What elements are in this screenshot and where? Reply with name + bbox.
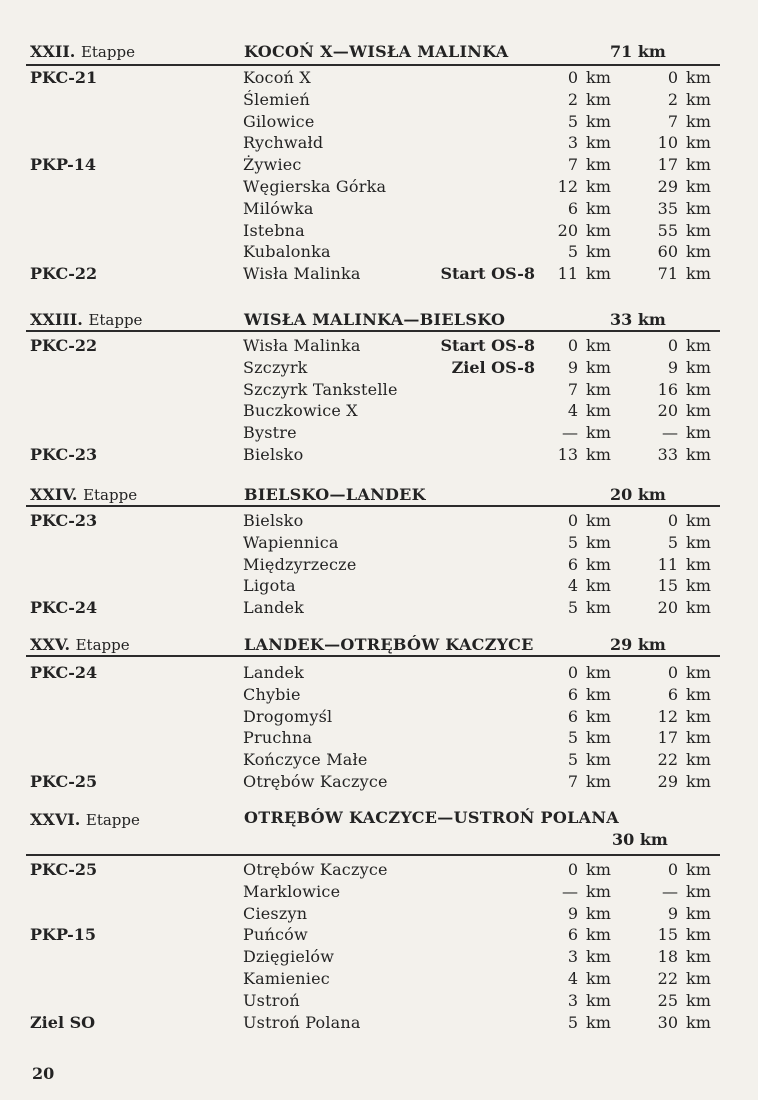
place-name: Kończyce Małe: [243, 750, 368, 770]
place-name: Wisła Malinka: [243, 336, 361, 355]
stage-header: [0, 38, 758, 64]
cumulative-unit: km: [686, 379, 711, 399]
segment-unit: km: [586, 860, 611, 879]
cumulative-unit: km: [686, 68, 711, 87]
cumulative-unit: km: [686, 881, 711, 901]
segment-distance: 9: [567, 357, 578, 377]
route-row: [0, 533, 758, 555]
segment-unit: km: [586, 357, 611, 377]
place-name: Landek: [243, 663, 305, 682]
stage-number: XXV.: [30, 635, 71, 654]
stage-divider: [26, 655, 720, 657]
cumulative-distance: —: [662, 881, 678, 901]
place-name: Otrębów Kaczyce: [243, 860, 388, 879]
segment-distance: 0: [567, 336, 578, 355]
cumulative-unit: km: [686, 423, 711, 443]
cumulative-unit: km: [686, 598, 711, 618]
place-name: Szczyrk: [243, 357, 308, 377]
segment-unit: km: [586, 423, 611, 443]
checkpoint-code: PKC-22: [30, 336, 98, 355]
segment-unit: km: [586, 750, 611, 770]
segment-distance: 5: [567, 1012, 578, 1032]
cumulative-unit: km: [686, 177, 711, 196]
cumulative-unit: km: [686, 133, 711, 153]
stage-note: Start OS-8: [440, 264, 535, 284]
stage-divider: [26, 505, 720, 507]
cumulative-distance: 71: [657, 264, 678, 284]
segment-unit: km: [586, 554, 611, 574]
cumulative-unit: km: [686, 264, 711, 284]
checkpoint-code: PKP-15: [30, 925, 96, 945]
cumulative-distance: 12: [657, 706, 678, 726]
cumulative-unit: km: [686, 663, 711, 682]
stage-route-title: BIELSKO—LANDEK: [244, 485, 426, 504]
segment-unit: km: [586, 379, 611, 399]
segment-distance: 7: [567, 155, 578, 175]
route-row: [0, 112, 758, 134]
stage-label: [30, 310, 142, 329]
cumulative-distance: 0: [667, 511, 678, 530]
segment-distance: 0: [567, 663, 578, 682]
segment-unit: km: [586, 133, 611, 153]
stage-word: Etappe: [80, 43, 135, 61]
segment-distance: 5: [567, 532, 578, 552]
route-row: [0, 358, 758, 380]
cumulative-unit: km: [686, 554, 711, 574]
segment-unit: km: [586, 598, 611, 618]
route-row: [0, 336, 758, 358]
cumulative-unit: km: [686, 903, 711, 923]
stage-label: [30, 635, 130, 654]
segment-unit: km: [586, 772, 611, 791]
cumulative-unit: km: [686, 1012, 711, 1032]
cumulative-distance: 29: [657, 772, 678, 791]
route-row: [0, 728, 758, 750]
cumulative-unit: km: [686, 357, 711, 377]
route-row: [0, 663, 758, 685]
segment-unit: km: [586, 925, 611, 945]
segment-unit: km: [586, 198, 611, 218]
cumulative-distance: 15: [657, 576, 678, 596]
segment-distance: 6: [567, 706, 578, 726]
stage-route-title: LANDEK—OTRĘBÓW KACZYCE: [244, 635, 534, 654]
cumulative-distance: 33: [657, 445, 678, 464]
route-row: [0, 90, 758, 112]
segment-distance: 5: [567, 728, 578, 748]
cumulative-distance: 6: [667, 684, 678, 704]
stage-number: XXII.: [30, 42, 76, 61]
stage-divider: [26, 330, 720, 332]
route-row: [0, 707, 758, 729]
segment-distance: 0: [567, 511, 578, 530]
cumulative-distance: 2: [667, 89, 678, 109]
place-name: Bystre: [243, 423, 297, 443]
stage-distance: 71 km: [610, 42, 666, 61]
segment-unit: km: [586, 242, 611, 262]
cumulative-distance: 60: [657, 242, 678, 262]
segment-unit: km: [586, 511, 611, 530]
cumulative-distance: 22: [657, 750, 678, 770]
place-name: Marklowice: [243, 881, 341, 901]
cumulative-unit: km: [686, 925, 711, 945]
cumulative-distance: 7: [667, 111, 678, 131]
checkpoint-code: PKP-14: [30, 155, 96, 175]
segment-distance: 4: [567, 969, 578, 988]
segment-distance: 6: [567, 925, 578, 945]
segment-unit: km: [586, 969, 611, 988]
stage-divider: [26, 854, 720, 856]
cumulative-distance: 0: [667, 336, 678, 355]
stage-distance: 30 km: [612, 830, 668, 849]
segment-distance: 7: [567, 772, 578, 791]
route-row: [0, 882, 758, 904]
segment-unit: km: [586, 155, 611, 175]
cumulative-unit: km: [686, 969, 711, 988]
place-name: Węgierska Górka: [243, 177, 387, 196]
place-name: Ślemień: [243, 89, 311, 109]
place-name: Kocoń X: [243, 68, 311, 87]
stage-divider: [26, 64, 720, 66]
cumulative-distance: 25: [657, 990, 678, 1010]
segment-unit: km: [586, 881, 611, 901]
segment-distance: 4: [567, 401, 578, 421]
segment-distance: 0: [567, 68, 578, 87]
cumulative-unit: km: [686, 111, 711, 131]
stage-label: [30, 42, 135, 61]
place-name: Ustroń Polana: [243, 1012, 361, 1032]
route-row: [0, 860, 758, 882]
route-row: [0, 445, 758, 467]
cumulative-distance: 20: [657, 598, 678, 618]
cumulative-distance: 9: [667, 903, 678, 923]
segment-distance: 6: [567, 198, 578, 218]
cumulative-unit: km: [686, 242, 711, 262]
segment-distance: —: [562, 423, 578, 443]
checkpoint-code: PKC-23: [30, 511, 98, 530]
route-row: [0, 380, 758, 402]
place-name: Wisła Malinka: [243, 264, 361, 284]
segment-distance: 5: [567, 242, 578, 262]
segment-distance: 4: [567, 576, 578, 596]
segment-distance: 5: [567, 750, 578, 770]
place-name: Wapiennica: [243, 532, 339, 552]
stage-number: XXIV.: [30, 485, 78, 504]
cumulative-unit: km: [686, 684, 711, 704]
cumulative-distance: 29: [657, 177, 678, 196]
segment-unit: km: [586, 264, 611, 284]
place-name: Dzięgielów: [243, 947, 335, 967]
place-name: Bielsko: [243, 511, 304, 530]
place-name: Kamieniec: [243, 969, 330, 988]
cumulative-unit: km: [686, 220, 711, 240]
route-row: [0, 772, 758, 794]
cumulative-distance: 22: [657, 969, 678, 988]
segment-unit: km: [586, 532, 611, 552]
route-row: [0, 155, 758, 177]
segment-unit: km: [586, 706, 611, 726]
segment-unit: km: [586, 111, 611, 131]
stage-word: Etappe: [88, 311, 143, 329]
cumulative-distance: 15: [657, 925, 678, 945]
route-row: [0, 242, 758, 264]
cumulative-unit: km: [686, 89, 711, 109]
cumulative-distance: 30: [657, 1012, 678, 1032]
checkpoint-code: PKC-24: [30, 663, 98, 682]
stage-label: [30, 810, 140, 829]
cumulative-distance: 18: [657, 947, 678, 967]
segment-distance: 9: [567, 903, 578, 923]
cumulative-unit: km: [686, 728, 711, 748]
segment-distance: 11: [557, 264, 578, 284]
segment-distance: 5: [567, 598, 578, 618]
segment-distance: 13: [557, 445, 578, 464]
checkpoint-code: PKC-21: [30, 68, 98, 87]
route-row: [0, 199, 758, 221]
cumulative-unit: km: [686, 401, 711, 421]
cumulative-distance: 9: [667, 357, 678, 377]
route-row: [0, 750, 758, 772]
segment-unit: km: [586, 336, 611, 355]
stage-distance: 33 km: [610, 310, 666, 329]
place-name: Chybie: [243, 684, 301, 704]
stage-distance: 20 km: [610, 485, 666, 504]
route-row: [0, 133, 758, 155]
cumulative-unit: km: [686, 576, 711, 596]
cumulative-unit: km: [686, 445, 711, 464]
cumulative-unit: km: [686, 198, 711, 218]
segment-distance: 2: [567, 89, 578, 109]
place-name: Ligota: [243, 576, 296, 596]
stage-header: [0, 631, 758, 657]
cumulative-distance: 5: [667, 532, 678, 552]
segment-unit: km: [586, 68, 611, 87]
stage-distance: 29 km: [610, 635, 666, 654]
stage-route-title: WISŁA MALINKA—BIELSKO: [244, 310, 506, 329]
stage-header: [0, 481, 758, 507]
route-row: [0, 511, 758, 533]
place-name: Gilowice: [243, 111, 315, 131]
place-name: Pruchna: [243, 728, 313, 748]
cumulative-distance: 11: [657, 554, 678, 574]
cumulative-distance: 20: [657, 401, 678, 421]
route-row: [0, 401, 758, 423]
cumulative-distance: 16: [657, 379, 678, 399]
route-row: [0, 221, 758, 243]
segment-unit: km: [586, 990, 611, 1010]
segment-distance: 3: [567, 133, 578, 153]
stage-word: Etappe: [85, 811, 140, 829]
segment-unit: km: [586, 903, 611, 923]
cumulative-unit: km: [686, 772, 711, 791]
place-name: Międzyrzecze: [243, 554, 357, 574]
segment-distance: 6: [567, 554, 578, 574]
route-row: [0, 685, 758, 707]
segment-unit: km: [586, 728, 611, 748]
route-row: [0, 68, 758, 90]
checkpoint-code: PKC-25: [30, 860, 98, 879]
checkpoint-code: PKC-23: [30, 445, 98, 464]
place-name: Drogomyśl: [243, 706, 333, 726]
segment-distance: 5: [567, 111, 578, 131]
checkpoint-code: PKC-25: [30, 772, 98, 791]
place-name: Milówka: [243, 198, 314, 218]
route-row: [0, 423, 758, 445]
cumulative-unit: km: [686, 750, 711, 770]
segment-distance: 7: [567, 379, 578, 399]
cumulative-unit: km: [686, 336, 711, 355]
place-name: Istebna: [243, 220, 305, 240]
segment-unit: km: [586, 947, 611, 967]
cumulative-distance: 17: [657, 155, 678, 175]
place-name: Otrębów Kaczyce: [243, 772, 388, 791]
stage-header: [0, 306, 758, 332]
stage-header: [0, 806, 758, 849]
cumulative-distance: —: [662, 423, 678, 443]
stage-route-title: OTRĘBÓW KACZYCE—USTROŃ POLANA: [244, 808, 620, 827]
checkpoint-code: Ziel SO: [30, 1012, 96, 1032]
place-name: Buczkowice X: [243, 401, 358, 421]
stage-note: Start OS-8: [440, 336, 535, 355]
segment-distance: 3: [567, 947, 578, 967]
place-name: Żywiec: [243, 155, 302, 175]
stage-number: XXVI.: [30, 810, 81, 829]
route-row: [0, 555, 758, 577]
stage-word: Etappe: [75, 636, 130, 654]
segment-unit: km: [586, 220, 611, 240]
segment-distance: —: [562, 881, 578, 901]
cumulative-unit: km: [686, 947, 711, 967]
segment-unit: km: [586, 177, 611, 196]
stage-note: Ziel OS-8: [451, 357, 535, 377]
segment-unit: km: [586, 684, 611, 704]
route-row: [0, 904, 758, 926]
segment-unit: km: [586, 576, 611, 596]
route-row: [0, 991, 758, 1013]
stage-word: Etappe: [83, 486, 138, 504]
stage-label: [30, 485, 137, 504]
cumulative-unit: km: [686, 155, 711, 175]
route-row: [0, 947, 758, 969]
checkpoint-code: PKC-22: [30, 264, 98, 284]
segment-unit: km: [586, 401, 611, 421]
segment-distance: 20: [557, 220, 578, 240]
route-row: [0, 264, 758, 286]
cumulative-unit: km: [686, 990, 711, 1010]
checkpoint-code: PKC-24: [30, 598, 98, 618]
place-name: Landek: [243, 598, 305, 618]
cumulative-distance: 55: [657, 220, 678, 240]
cumulative-distance: 0: [667, 663, 678, 682]
segment-unit: km: [586, 445, 611, 464]
segment-unit: km: [586, 1012, 611, 1032]
cumulative-unit: km: [686, 511, 711, 530]
cumulative-distance: 17: [657, 728, 678, 748]
segment-distance: 0: [567, 860, 578, 879]
cumulative-distance: 10: [657, 133, 678, 153]
route-row: [0, 969, 758, 991]
segment-unit: km: [586, 89, 611, 109]
route-row: [0, 598, 758, 620]
cumulative-distance: 0: [667, 860, 678, 879]
segment-distance: 3: [567, 990, 578, 1010]
place-name: Szczyrk Tankstelle: [243, 379, 398, 399]
place-name: Puńców: [243, 925, 308, 945]
stage-number: XXIII.: [30, 310, 83, 329]
route-row: [0, 177, 758, 199]
segment-unit: km: [586, 663, 611, 682]
place-name: Kubalonka: [243, 242, 331, 262]
cumulative-unit: km: [686, 706, 711, 726]
route-row: [0, 925, 758, 947]
segment-distance: 12: [557, 177, 578, 196]
page-number: 20: [32, 1064, 55, 1083]
place-name: Bielsko: [243, 445, 304, 464]
route-row: [0, 1013, 758, 1035]
cumulative-unit: km: [686, 532, 711, 552]
place-name: Ustroń: [243, 990, 300, 1010]
stage-route-title: KOCOŃ X—WISŁA MALINKA: [244, 42, 509, 61]
place-name: Cieszyn: [243, 903, 308, 923]
place-name: Rychwałd: [243, 133, 324, 153]
cumulative-distance: 35: [657, 198, 678, 218]
cumulative-distance: 0: [667, 68, 678, 87]
cumulative-unit: km: [686, 860, 711, 879]
segment-distance: 6: [567, 684, 578, 704]
route-row: [0, 576, 758, 598]
